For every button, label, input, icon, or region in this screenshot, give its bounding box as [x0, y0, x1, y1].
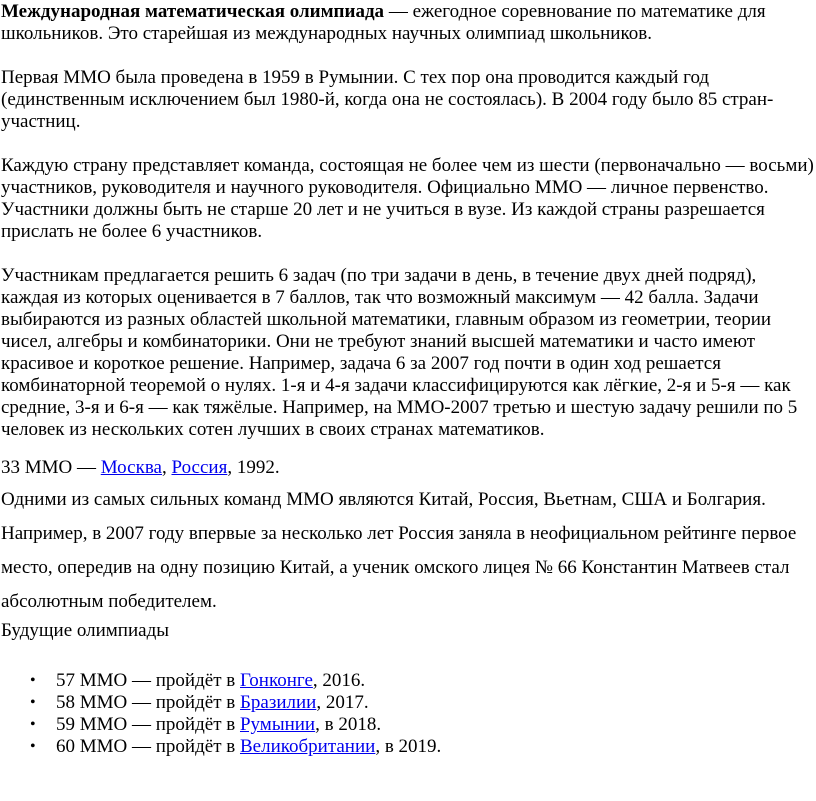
bullet-icon: •: [30, 738, 36, 755]
link-russia[interactable]: Россия: [171, 457, 228, 478]
future-olympiads-heading: Будущие олимпиады: [1, 620, 170, 641]
intro-paragraph: [1, 1, 816, 45]
link-great-britain[interactable]: Великобритании: [239, 736, 376, 757]
bullet-icon: •: [30, 672, 36, 689]
item-suffix: , 2016.: [312, 670, 366, 691]
item-prefix: 59 ММО — пройдёт в: [56, 714, 240, 735]
item-prefix: 60 ММО — пройдёт в: [56, 736, 240, 757]
history-paragraph: Первая ММО была проведена в 1959 в Румынии. С тех пор она проводится каждый год (единственным исключением был 1980-й, когда она не состоялась). В 2004 году было 85 стран-участниц.: [1, 67, 774, 132]
problems-paragraph: Участникам предлагается решить 6 задач (по три задачи в день, в течение двух дней подряд), каждая из которых оценивается в 7 баллов, так что возможный максимум — 42 балла. Задачи выбираются из разных областей школьной математики, главным образом из геометрии, теории чисел, алгебры и комбинаторики. Они не требуют знаний высшей математики и часто имеют красивое и короткое решение. Например, задача 6 за 2007 год почти в один ход решается комбинаторной теоремой о нулях. 1-я и 4-я задачи классифицируются как лёгкие, 2-я и 5-я — как средние, 3-я и 6-я — как тяжёлые. Например, на ММО-2007 третью и шестую задачу решили по 5 человек из нескольких сотен лучших в своих странах математиков.: [1, 265, 798, 440]
item-suffix: , в 2018.: [315, 714, 382, 735]
caption-prefix: 33 ММО —: [1, 457, 101, 478]
link-moscow[interactable]: Москва: [100, 457, 162, 478]
list-item: [0, 692, 441, 714]
future-olympiads-list: [0, 670, 441, 758]
intro-text: — ежегодное соревнование по математике для школьников. Это старейшая из международных научных олимпиад школьников.: [1, 1, 766, 44]
list-item: [0, 714, 441, 736]
team-paragraph: Каждую страну представляет команда, состоящая не более чем из шести (первоначально — восьми) участников, руководителя и научного руководителя. Официально ММО — личное первенство. Участники должны быть не старше 20 лет и не учиться в вузе. Из каждой страны разрешается прислать не более 6 участников.: [1, 155, 814, 242]
intro-title: Международная математическая олимпиада: [1, 1, 385, 22]
link-brazil[interactable]: Бразилии: [239, 692, 317, 713]
item-suffix: , в 2019.: [375, 736, 442, 757]
link-hong-kong[interactable]: Гонконге: [239, 670, 313, 691]
caption-separator: ,: [161, 457, 172, 478]
list-item: [0, 670, 441, 692]
item-suffix: , 2017.: [316, 692, 369, 713]
bullet-icon: •: [30, 716, 36, 733]
link-romania[interactable]: Румынии: [239, 714, 316, 735]
item-prefix: 58 ММО — пройдёт в: [56, 692, 240, 713]
strong-teams-paragraph: Одними из самых сильных команд ММО являются Китай, Россия, Вьетнам, США и Болгария. Например, в 2007 году впервые за несколько лет Россия заняла в неофициальном рейтинге первое место, опередив на одну позицию Китай, а ученик омского лицея № 66 Константин Матвеев стал абсолютным победителем.: [1, 489, 797, 612]
list-item: [0, 736, 441, 758]
caption-suffix: , 1992.: [227, 457, 280, 478]
item-prefix: 57 ММО — пройдёт в: [56, 670, 240, 691]
photo-caption: [1, 457, 280, 479]
bullet-icon: •: [30, 694, 36, 711]
